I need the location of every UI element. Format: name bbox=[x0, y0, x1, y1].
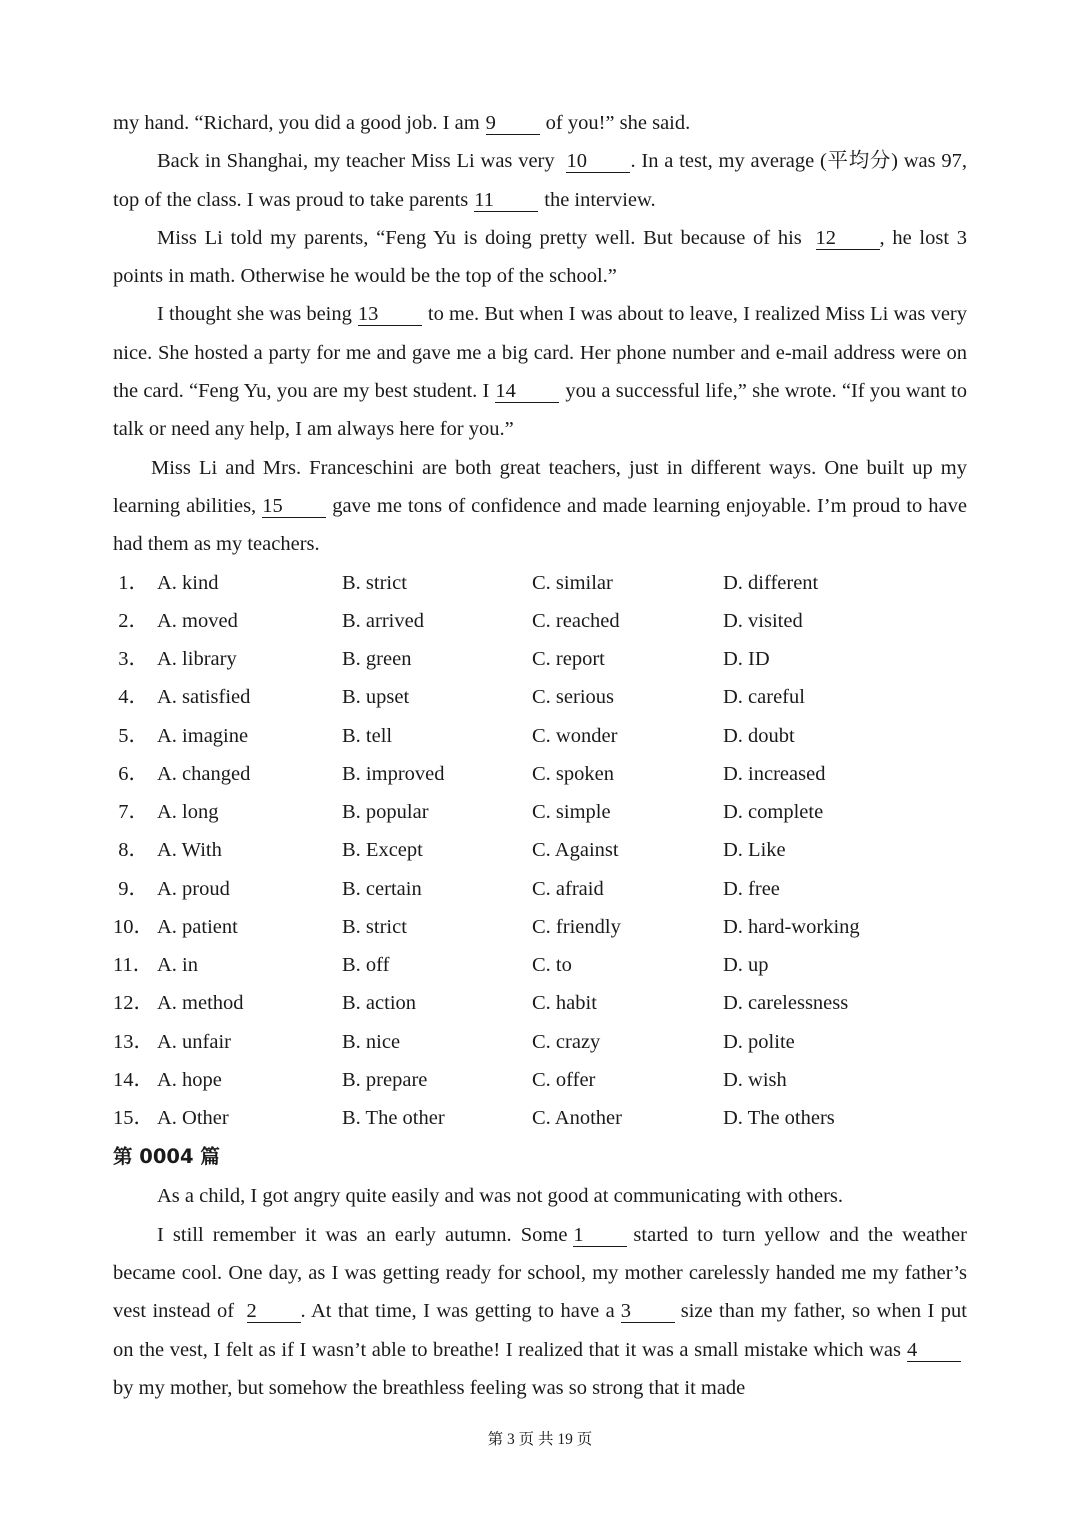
text: I thought she was being bbox=[157, 303, 352, 326]
option-d: D. ID bbox=[723, 648, 770, 671]
option-d: D. up bbox=[723, 954, 769, 977]
option-d: D. complete bbox=[723, 801, 824, 824]
option-b: B. action bbox=[342, 992, 417, 1015]
text: . At that time, I was getting to have a bbox=[300, 1300, 615, 1323]
text: the interview. bbox=[544, 188, 656, 211]
blank-9: 9 bbox=[486, 112, 540, 135]
question-row bbox=[113, 1099, 967, 1137]
option-b: B. arrived bbox=[342, 609, 424, 632]
question-row bbox=[113, 678, 967, 716]
option-b: B. Except bbox=[342, 839, 423, 862]
question-number: 9． bbox=[118, 877, 149, 900]
option-b: B. popular bbox=[342, 801, 429, 824]
option-c: C. to bbox=[532, 954, 572, 977]
option-a: A. unfair bbox=[157, 1030, 232, 1053]
question-row bbox=[113, 831, 967, 869]
option-b: B. strict bbox=[342, 571, 407, 594]
option-c: C. Against bbox=[532, 839, 619, 862]
paragraph-a3 bbox=[113, 219, 967, 296]
question-row bbox=[113, 717, 967, 755]
option-c: C. crazy bbox=[532, 1030, 601, 1053]
option-b: B. upset bbox=[342, 686, 410, 709]
text: to me. But when I was about to leave, I realized Miss Li was very nice. She hosted a party for me and gave me a big card. Her phone number and e-mail address were on the card. “Feng Yu, you are my best student. I bbox=[113, 303, 967, 403]
text: Back in Shanghai, my teacher Miss Li was very bbox=[157, 150, 555, 173]
option-a: A. moved bbox=[157, 609, 238, 632]
paragraph-a2 bbox=[113, 142, 967, 219]
option-c: C. wonder bbox=[532, 724, 618, 747]
question-number: 2． bbox=[118, 609, 149, 632]
text: . In a test, my average (平均分) was 97, top of the class. I was proud to take parents bbox=[113, 150, 967, 211]
question-row bbox=[113, 908, 967, 946]
option-b: B. strict bbox=[342, 915, 407, 938]
question-row bbox=[113, 1023, 967, 1061]
option-b: B. prepare bbox=[342, 1068, 428, 1091]
text: As a child, I got angry quite easily and was not good at communicating with others. bbox=[157, 1185, 844, 1208]
question-row bbox=[113, 984, 967, 1022]
blank-10: 10 bbox=[566, 150, 630, 173]
option-c: C. afraid bbox=[532, 877, 604, 900]
text: of you!” she said. bbox=[545, 112, 691, 134]
option-d: D. free bbox=[723, 877, 780, 900]
answer-options bbox=[113, 564, 967, 1138]
question-row bbox=[113, 755, 967, 793]
text: my hand. “Richard, you did a good job. I am bbox=[113, 112, 480, 134]
paragraph-b1 bbox=[113, 1177, 967, 1215]
option-a: A. satisfied bbox=[157, 686, 251, 709]
blank-12: 12 bbox=[816, 227, 880, 250]
text: Miss Li told my parents, “Feng Yu is doing pretty well. But because of his bbox=[157, 226, 802, 249]
question-number: 14． bbox=[113, 1068, 154, 1091]
blank-14: 14 bbox=[495, 380, 559, 403]
option-d: D. hard-working bbox=[723, 915, 860, 938]
option-b: B. The other bbox=[342, 1107, 445, 1130]
section-title: 第 0004 篇 bbox=[113, 1145, 220, 1169]
option-c: C. serious bbox=[532, 686, 614, 709]
option-a: A. With bbox=[157, 839, 222, 862]
blank-15: 15 bbox=[262, 495, 326, 518]
paragraph-b2 bbox=[113, 1216, 967, 1407]
question-row bbox=[113, 946, 967, 984]
option-c: C. friendly bbox=[532, 915, 621, 938]
option-a: A. imagine bbox=[157, 724, 249, 747]
option-c: C. reached bbox=[532, 609, 620, 632]
question-row bbox=[113, 1061, 967, 1099]
text: size than my father, so when I put on the vest, I felt as if I wasn’t able to breathe! I realized that it was a small mistake which was bbox=[113, 1300, 967, 1361]
question-number: 10． bbox=[113, 915, 154, 938]
option-d: D. visited bbox=[723, 609, 803, 632]
text: I still remember it was an early autumn. Some bbox=[157, 1223, 568, 1246]
option-c: C. offer bbox=[532, 1068, 596, 1091]
option-a: A. patient bbox=[157, 915, 238, 938]
blank-11: 11 bbox=[474, 189, 538, 212]
document-page bbox=[113, 104, 967, 1407]
option-b: B. nice bbox=[342, 1030, 401, 1053]
text: , he lost 3 points in math. Otherwise he would be the top of the school.” bbox=[113, 226, 967, 288]
option-c: C. spoken bbox=[532, 762, 614, 785]
option-b: B. certain bbox=[342, 877, 422, 900]
option-a: A. proud bbox=[157, 877, 230, 900]
option-c: C. simple bbox=[532, 801, 611, 824]
option-d: D. carelessness bbox=[723, 992, 849, 1015]
option-d: D. Like bbox=[723, 839, 786, 862]
question-row bbox=[113, 870, 967, 908]
option-d: D. different bbox=[723, 571, 819, 594]
paragraph-a5 bbox=[113, 449, 967, 564]
question-row bbox=[113, 602, 967, 640]
option-b: B. off bbox=[342, 954, 390, 977]
question-number: 8． bbox=[118, 839, 149, 862]
option-d: D. doubt bbox=[723, 724, 795, 747]
option-a: A. changed bbox=[157, 762, 251, 785]
question-number: 4． bbox=[118, 686, 149, 709]
text: started to turn yellow and the weather became cool. One day, as I was getting ready for school, my mother carelessly handed me my father’s vest instead of bbox=[113, 1223, 967, 1323]
question-number: 6． bbox=[118, 762, 149, 785]
question-number: 13． bbox=[113, 1030, 154, 1053]
question-number: 15． bbox=[113, 1107, 154, 1130]
question-number: 12． bbox=[113, 992, 154, 1015]
option-d: D. The others bbox=[723, 1107, 835, 1130]
question-number: 11． bbox=[113, 954, 154, 977]
blank-4: 4 bbox=[907, 1339, 961, 1362]
paragraph-a1 bbox=[113, 104, 967, 142]
question-row bbox=[113, 564, 967, 602]
page-footer: 第 3 页 共 19 页 bbox=[487, 1431, 593, 1448]
option-a: A. hope bbox=[157, 1068, 222, 1091]
option-a: A. library bbox=[157, 648, 237, 671]
option-c: C. habit bbox=[532, 992, 597, 1015]
option-d: D. careful bbox=[723, 686, 805, 709]
text: you a successful life,” she wrote. “If you want to talk or need any help, I am always here for you.” bbox=[113, 380, 967, 441]
option-a: A. in bbox=[157, 954, 198, 977]
option-c: C. report bbox=[532, 648, 605, 671]
blank-13: 13 bbox=[358, 303, 422, 326]
option-a: A. method bbox=[157, 992, 244, 1015]
question-number: 7． bbox=[118, 801, 149, 824]
option-d: D. increased bbox=[723, 762, 826, 785]
option-b: B. improved bbox=[342, 762, 445, 785]
question-number: 3． bbox=[118, 648, 149, 671]
option-c: C. Another bbox=[532, 1107, 622, 1130]
option-d: D. wish bbox=[723, 1068, 787, 1091]
blank-1: 1 bbox=[573, 1224, 627, 1247]
question-row bbox=[113, 793, 967, 831]
paragraph-a4 bbox=[113, 295, 967, 448]
blank-3: 3 bbox=[621, 1300, 675, 1323]
text: gave me tons of confidence and made learning enjoyable. I’m proud to have had them as my teachers. bbox=[113, 494, 967, 556]
blank-2: 2 bbox=[247, 1300, 301, 1323]
question-number: 5． bbox=[118, 724, 149, 747]
option-a: A. kind bbox=[157, 571, 219, 594]
option-d: D. polite bbox=[723, 1030, 795, 1053]
option-a: A. Other bbox=[157, 1107, 229, 1130]
option-c: C. similar bbox=[532, 571, 613, 594]
option-a: A. long bbox=[157, 801, 219, 824]
option-b: B. green bbox=[342, 648, 412, 671]
question-row bbox=[113, 640, 967, 678]
option-b: B. tell bbox=[342, 724, 393, 747]
question-number: 1． bbox=[118, 571, 149, 594]
text: Miss Li and Mrs. Franceschini are both great teachers, just in different ways. One built up my learning abilities, bbox=[113, 456, 967, 517]
text: by my mother, but somehow the breathless feeling was so strong that it made bbox=[113, 1376, 746, 1399]
